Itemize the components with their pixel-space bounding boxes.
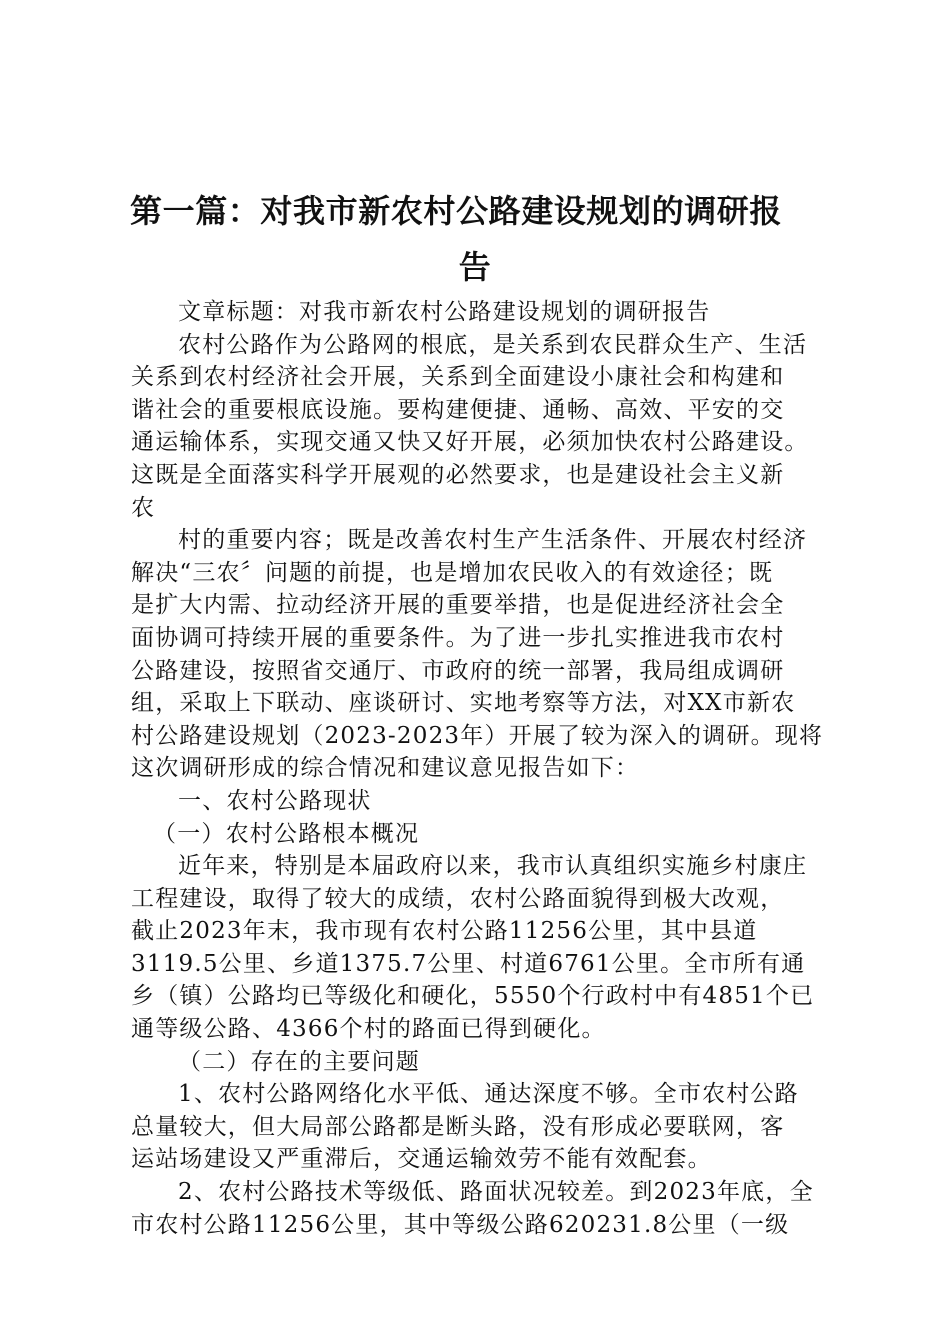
body-line: 组，采取上下联动、座谈研讨、实地考察等方法，对XX市新农 [131,690,796,717]
subsection-heading: （二）存在的主要问题 [178,1048,420,1075]
document-title-line-1: 第一篇：对我市新农村公路建设规划的调研报 [130,192,783,230]
body-line: 农 [131,494,156,521]
body-line: 村公路建设规划（2023-2023年）开展了较为深入的调研。现将 [131,722,824,749]
body-line: 这既是全面落实科学开展观的必然要求，也是建设社会主义新 [131,461,785,488]
body-line: 近年来，特别是本届政府以来，我市认真组织实施乡村康庄 [178,853,808,880]
body-line: 公路建设，按照省交通厅、市政府的统一部署，我局组成调研 [131,657,785,684]
body-line: 2、农村公路技术等级低、路面状况较差。到2023年底，全 [178,1179,814,1206]
body-line: 解决“三农〞问题的前提，也是增加农民收入的有效途径；既 [131,559,774,586]
body-line: 总量较大，但大局部公路都是断头路，没有形成必要联网，客 [131,1113,785,1140]
body-line: 通运输体系，实现交通又快又好开展，必须加快农村公路建设。 [131,429,809,456]
body-line: 面协调可持续开展的重要条件。为了进一步扎实推进我市农村 [131,624,785,651]
body-line: 谐社会的重要根底设施。要构建便捷、通畅、高效、平安的交 [131,396,785,423]
body-line: 截止2023年末，我市现有农村公路11256公里，其中县道 [131,918,758,945]
body-line: 市农村公路11256公里，其中等级公路620231.8公里（一级 [131,1211,790,1238]
document-body [131,296,836,1241]
document-title-line-2: 告 [458,248,492,286]
body-line: 村的重要内容；既是改善农村生产生活条件、开展农村经济 [178,527,808,554]
body-line: 工程建设，取得了较大的成绩，农村公路面貌得到极大改观， [131,885,785,912]
section-heading: 一、农村公路现状 [178,787,372,814]
body-line: 运站场建设又严重滞后，交通运输效劳不能有效配套。 [131,1146,712,1173]
body-line: 是扩大内需、拉动经济开展的重要举措，也是促进经济社会全 [131,592,785,619]
body-line: 文章标题：对我市新农村公路建设规划的调研报告 [178,299,711,325]
body-line: 这次调研形成的综合情况和建议意见报告如下： [131,755,640,782]
body-line: 乡（镇）公路均已等级化和硬化，5550个行政村中有4851个已 [131,983,815,1010]
subsection-heading: （一）农村公路根本概况 [153,820,420,847]
body-line: 通等级公路、4366个村的路面已得到硬化。 [131,1016,606,1043]
body-line: 关系到农村经济社会开展，关系到全面建设小康社会和构建和 [131,364,785,391]
body-line: 农村公路作为公路网的根底，是关系到农民群众生产、生活 [178,331,808,358]
body-line: 3119.5公里、乡道1375.7公里、村道6761公里。全市所有通 [131,950,806,977]
body-line: 1、农村公路网络化水平低、通达深度不够。全市农村公路 [178,1081,799,1108]
